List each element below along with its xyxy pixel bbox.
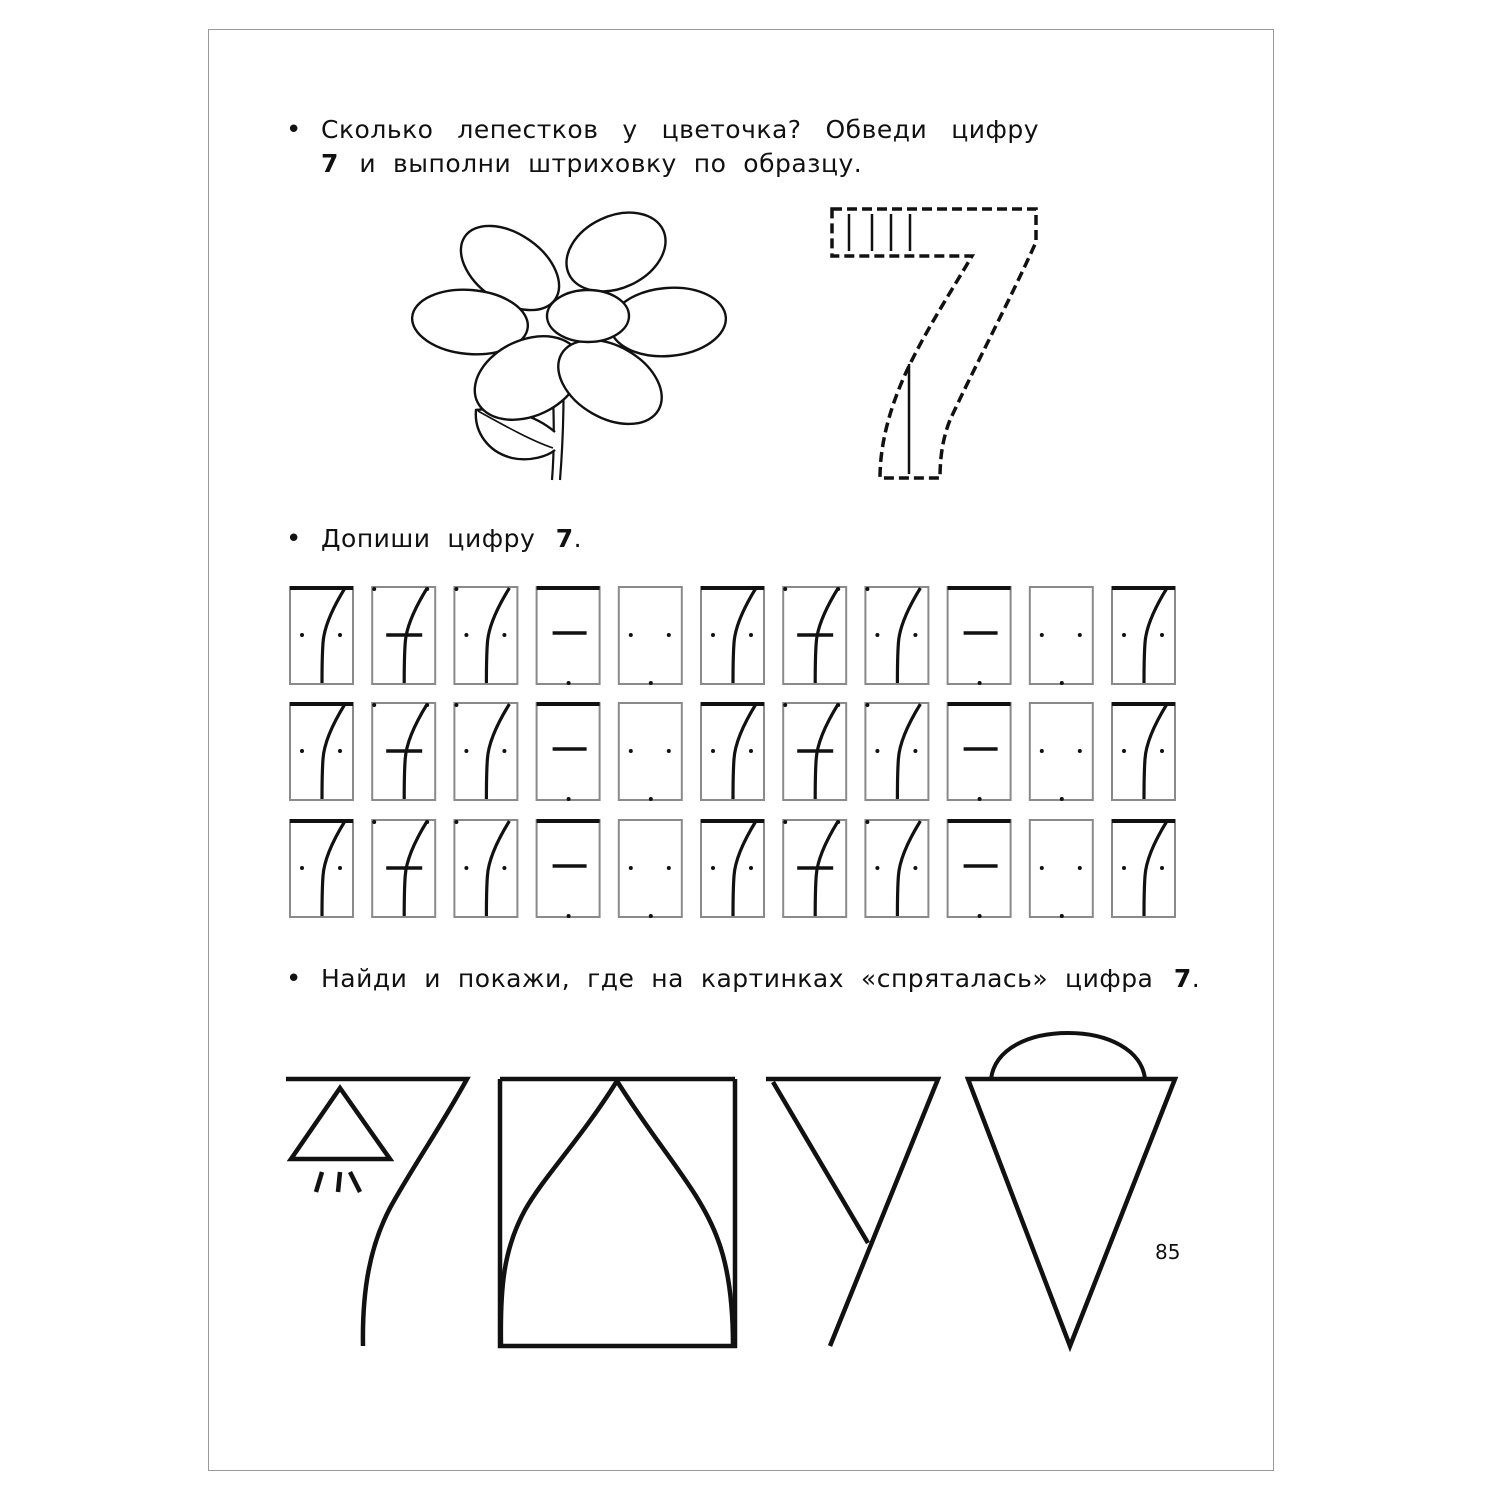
- flower-illustration: [409, 197, 728, 480]
- guide-dot: [711, 749, 715, 753]
- word: Обведи: [825, 115, 928, 144]
- seven-y-picture: [766, 1079, 938, 1346]
- guide-dot: [1040, 633, 1044, 637]
- bullet: •: [286, 524, 302, 554]
- cell-border: [619, 820, 682, 917]
- digit-cell: [948, 703, 1011, 801]
- guide-dot: [567, 681, 571, 685]
- guide-dot: [865, 703, 869, 707]
- guide-dot: [338, 749, 342, 753]
- digit-cell: [865, 820, 928, 917]
- guide-dot: [978, 681, 982, 685]
- guide-dot: [913, 866, 917, 870]
- guide-dot: [629, 633, 633, 637]
- digit-cell: [454, 820, 517, 917]
- guide-dot: [338, 866, 342, 870]
- word: Сколько: [321, 115, 434, 144]
- seven-cone-picture: [968, 1033, 1175, 1346]
- guide-dot: [1060, 681, 1064, 685]
- dashed-seven-outline: [832, 209, 1036, 478]
- digit-cell: [619, 587, 682, 685]
- guide-dot: [649, 797, 653, 801]
- digit-cell: [783, 703, 846, 800]
- guide-dot: [865, 587, 869, 591]
- digit-cell: [701, 820, 764, 917]
- guide-dot: [749, 633, 753, 637]
- digit-cell: [619, 820, 682, 918]
- guide-dot: [667, 749, 671, 753]
- digit-cell: [454, 703, 517, 800]
- cell-border: [1030, 820, 1093, 917]
- guide-dot: [300, 866, 304, 870]
- guide-dot: [464, 749, 468, 753]
- period: .: [573, 524, 583, 553]
- cell-border: [619, 587, 682, 684]
- digit-cell: [290, 820, 353, 917]
- guide-dot: [300, 749, 304, 753]
- guide-dot: [425, 587, 429, 591]
- guide-dot: [567, 797, 571, 801]
- guide-dot: [978, 914, 982, 918]
- digit-cell: [290, 703, 353, 800]
- guide-dot: [1160, 866, 1164, 870]
- digit-cell: [948, 820, 1011, 918]
- cell-border: [948, 587, 1011, 684]
- guide-dot: [783, 587, 787, 591]
- bullet: •: [286, 115, 302, 145]
- digit-cell: [783, 587, 846, 684]
- guide-dot: [649, 914, 653, 918]
- digit-cell: [701, 703, 764, 800]
- period: .: [1191, 964, 1201, 993]
- guide-dot: [1040, 749, 1044, 753]
- guide-dot: [1122, 749, 1126, 753]
- guide-dot: [567, 914, 571, 918]
- guide-dot: [913, 633, 917, 637]
- guide-dot: [649, 681, 653, 685]
- guide-dot: [711, 866, 715, 870]
- guide-dot: [875, 749, 879, 753]
- guide-dot: [836, 587, 840, 591]
- cell-border: [1030, 703, 1093, 800]
- guide-dot: [913, 749, 917, 753]
- practice-grid: [290, 587, 1175, 918]
- guide-dot: [502, 749, 506, 753]
- seven-hatching-sample: [849, 214, 910, 474]
- guide-dot: [464, 866, 468, 870]
- page-number: 85: [1155, 1240, 1181, 1264]
- guide-dot: [749, 866, 753, 870]
- guide-dot: [783, 820, 787, 824]
- guide-dot: [978, 797, 982, 801]
- digit-cell: [290, 587, 353, 684]
- task-2-text: Допиши цифру: [321, 524, 536, 553]
- guide-dot: [300, 633, 304, 637]
- digit-cell: [865, 703, 928, 800]
- guide-dot: [1060, 914, 1064, 918]
- digit-cell: [537, 820, 600, 918]
- cell-border: [537, 703, 600, 800]
- task-3-text: Найди и покажи, где на картинках «спряталась» цифра: [321, 964, 1154, 993]
- guide-dot: [454, 820, 458, 824]
- guide-dot: [372, 820, 376, 824]
- hidden-seven-pictures: [286, 1033, 1175, 1346]
- cell-border: [537, 820, 600, 917]
- guide-dot: [454, 587, 458, 591]
- digit-cell: [701, 587, 764, 684]
- guide-dot: [667, 633, 671, 637]
- cell-border: [1030, 587, 1093, 684]
- digit-cell: [948, 587, 1011, 685]
- digit-cell: [537, 703, 600, 801]
- guide-dot: [1160, 633, 1164, 637]
- digit-cell: [1030, 587, 1093, 685]
- guide-dot: [711, 633, 715, 637]
- digit-cell: [619, 703, 682, 801]
- digit-cell: [1112, 820, 1175, 917]
- digit-cell: [1112, 703, 1175, 800]
- guide-dot: [629, 749, 633, 753]
- digit-seven: 7: [321, 149, 339, 178]
- guide-dot: [502, 633, 506, 637]
- guide-dot: [372, 587, 376, 591]
- word: у: [622, 115, 638, 144]
- guide-dot: [667, 866, 671, 870]
- guide-dot: [1040, 866, 1044, 870]
- digit-seven: 7: [1173, 964, 1192, 993]
- guide-dot: [425, 820, 429, 824]
- digit-cell: [1030, 703, 1093, 801]
- digit-seven: 7: [555, 524, 574, 553]
- guide-dot: [1060, 797, 1064, 801]
- guide-dot: [338, 633, 342, 637]
- guide-dot: [749, 749, 753, 753]
- guide-dot: [1160, 749, 1164, 753]
- guide-dot: [454, 703, 458, 707]
- cell-border: [948, 820, 1011, 917]
- guide-dot: [502, 866, 506, 870]
- digit-cell: [1112, 587, 1175, 684]
- guide-dot: [464, 633, 468, 637]
- word: цифру: [951, 115, 1039, 144]
- digit-cell: [537, 587, 600, 685]
- guide-dot: [875, 866, 879, 870]
- seven-lamp-picture: [286, 1079, 467, 1346]
- digit-cell: [783, 820, 846, 917]
- digit-cell: [372, 820, 435, 917]
- digit-cell: [372, 703, 435, 800]
- guide-dot: [425, 703, 429, 707]
- guide-dot: [1078, 866, 1082, 870]
- guide-dot: [836, 820, 840, 824]
- guide-dot: [783, 703, 787, 707]
- cell-border: [948, 703, 1011, 800]
- word: лепестков: [457, 115, 599, 144]
- seven-arch-picture: [500, 1079, 735, 1346]
- digit-cell: [454, 587, 517, 684]
- bullet: •: [286, 964, 302, 994]
- guide-dot: [1122, 633, 1126, 637]
- digit-cell: [372, 587, 435, 684]
- cell-border: [619, 703, 682, 800]
- task-1-line-2-text: и выполни штриховку по образцу.: [359, 149, 863, 178]
- guide-dot: [1078, 749, 1082, 753]
- guide-dot: [1078, 633, 1082, 637]
- guide-dot: [836, 703, 840, 707]
- digit-cell: [1030, 820, 1093, 918]
- cell-border: [537, 587, 600, 684]
- guide-dot: [865, 820, 869, 824]
- guide-dot: [1122, 866, 1126, 870]
- digit-cell: [865, 587, 928, 684]
- word: цветочка?: [661, 115, 802, 144]
- guide-dot: [875, 633, 879, 637]
- guide-dot: [372, 703, 376, 707]
- guide-dot: [629, 866, 633, 870]
